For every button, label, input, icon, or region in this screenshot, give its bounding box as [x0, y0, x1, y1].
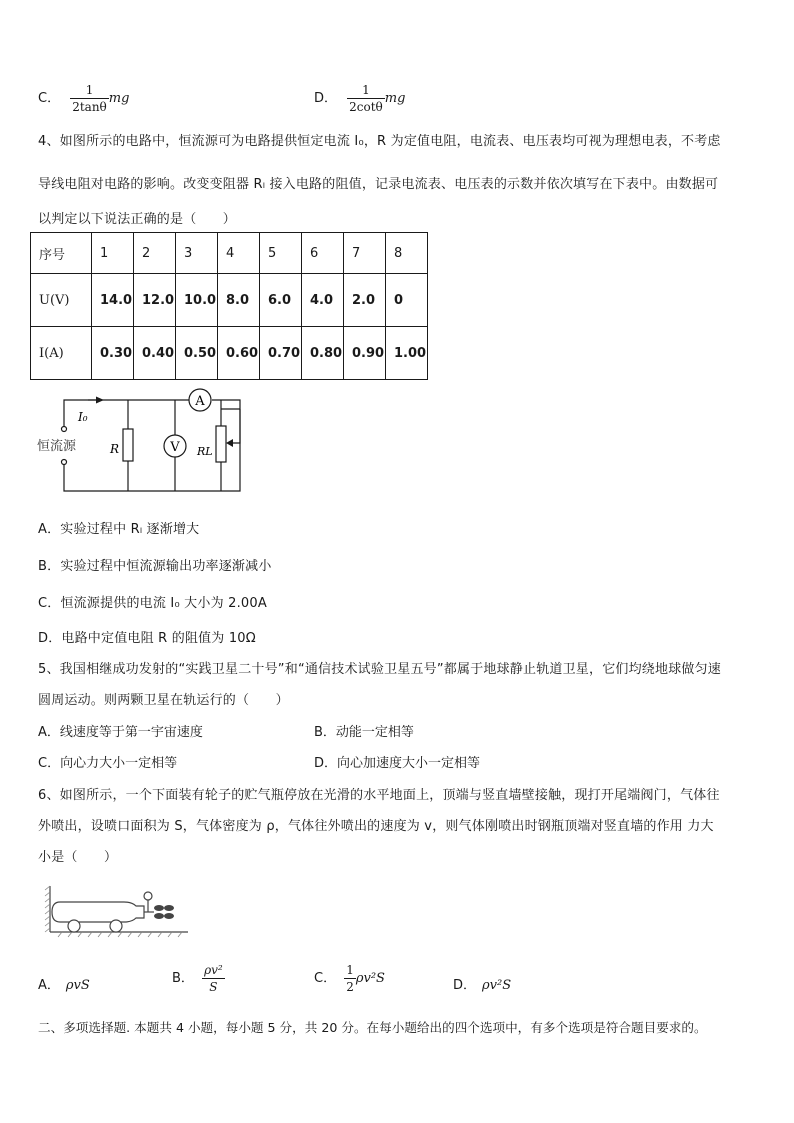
wheel-right	[110, 920, 122, 932]
current-cell: 0.40	[134, 327, 176, 380]
current-cell: 1.00	[386, 327, 428, 380]
cylinder-body	[52, 902, 144, 922]
q6-option-d-label: D．	[453, 978, 477, 993]
q6-option-c-tail: ρv²S	[355, 971, 385, 986]
q6-gas-cylinder-figure	[44, 882, 194, 940]
q6-option-d-expr: ρv²S	[482, 978, 512, 993]
current-cell: 0.60	[218, 327, 260, 380]
q5-option-c: C．向心力大小一定相等	[38, 756, 178, 771]
q5-stem-line-2: 圆周运动。则两颗卫星在轨运行的（ ）	[38, 693, 289, 708]
current-row-label: I(A)	[31, 327, 92, 380]
q5-stem-line-1: 5、我国相继成功发射的“实践卫星二十号”和“通信技术试验卫星五号”都属于地球静止轨道卫星，它们均绕地球做匀速	[38, 662, 722, 677]
q5-option-a: A．线速度等于第一宇宙速度	[38, 725, 203, 740]
section-2-heading: 二、多项选择题. 本题共 4 小题，每小题 5 分，共 20 分。在每小题给出的四个选项中，有多个选项是符合题目要求的。	[38, 1020, 707, 1035]
slider-arrow-icon	[226, 439, 233, 447]
fraction-numerator: 1	[347, 82, 385, 99]
fraction-denominator: 2cotθ	[349, 100, 383, 114]
q6-option-c	[314, 962, 385, 995]
fraction-denominator: 2	[346, 980, 354, 994]
q4-stem-line-1: 4、如图所示的电路中，恒流源可为电路提供恒定电流 I₀，R 为定值电阻，电流表、电压表均可视为理想电表，不考虑	[38, 134, 721, 149]
gas-jet-icon	[154, 905, 174, 919]
current-cell: 0.50	[176, 327, 218, 380]
q3-option-c-fraction	[70, 82, 109, 115]
voltage-cell: 2.0	[344, 274, 386, 327]
q3-option-c-label: C．	[38, 91, 61, 106]
q5-option-d: D．向心加速度大小一定相等	[314, 756, 481, 771]
table-header-cell: 3	[176, 233, 218, 274]
q4-option-c: C．恒流源提供的电流 I₀ 大小为 2.00A	[38, 596, 267, 611]
ammeter-label: A	[195, 394, 205, 409]
current-cell: 0.80	[302, 327, 344, 380]
voltage-cell: 6.0	[260, 274, 302, 327]
fraction-numerator: 1	[70, 82, 109, 99]
q4-option-a: A．实验过程中 Rₗ 逐渐增大	[38, 522, 200, 537]
table-header-cell: 8	[386, 233, 428, 274]
rheostat-rl	[216, 426, 226, 462]
q4-data-table	[30, 232, 428, 380]
voltage-cell: 10.0	[176, 274, 218, 327]
q4-stem-line-3: 以判定以下说法正确的是（ ）	[38, 212, 237, 227]
voltage-cell: 8.0	[218, 274, 260, 327]
q6-option-d	[453, 974, 511, 993]
voltage-cell: 0	[386, 274, 428, 327]
fraction-numerator: ρv²	[204, 963, 223, 977]
fraction-denominator: 2tanθ	[72, 100, 107, 114]
table-header-cell: 序号	[31, 233, 92, 274]
table-header-cell: 6	[302, 233, 344, 274]
current-cell: 0.70	[260, 327, 302, 380]
table-row	[31, 327, 428, 380]
table-header-cell: 7	[344, 233, 386, 274]
q4-circuit-diagram	[30, 385, 260, 500]
resistor-label: R	[110, 442, 120, 456]
q5-option-b: B．动能一定相等	[314, 725, 414, 740]
q3-option-d-label: D．	[314, 91, 338, 106]
q3-option-c	[38, 82, 129, 115]
q6-option-a	[38, 974, 90, 993]
current-label: I₀	[78, 410, 88, 424]
voltmeter-label: V	[170, 440, 180, 455]
table-row	[31, 274, 428, 327]
q3-option-c-tail: mg	[108, 91, 130, 106]
q6-option-b-fraction	[202, 962, 225, 995]
current-arrow-icon	[96, 397, 104, 404]
wheel-left	[68, 920, 80, 932]
q3-option-d-tail: mg	[384, 91, 406, 106]
voltage-cell: 4.0	[302, 274, 344, 327]
source-label: 恒流源	[37, 439, 77, 454]
q6-option-c-fraction	[344, 962, 356, 995]
table-header-cell: 2	[134, 233, 176, 274]
q4-option-b: B．实验过程中恒流源输出功率逐渐减小	[38, 559, 272, 574]
q6-stem-line-1: 6、如图所示，一个下面装有轮子的贮气瓶停放在光滑的水平地面上，顶端与竖直墙壁接触，现打开尾端阀门，气体往	[38, 788, 720, 803]
voltage-cell: 14.0	[92, 274, 134, 327]
q6-option-b-label: B．	[172, 971, 194, 986]
q6-option-a-label: A．	[38, 978, 60, 993]
q6-option-a-expr: ρvS	[65, 978, 90, 993]
table-row	[31, 233, 428, 274]
q6-option-c-label: C．	[314, 971, 337, 986]
terminal-bottom	[62, 460, 67, 465]
q6-option-b	[172, 962, 225, 995]
q4-stem-line-2: 导线电阻对电路的影响。改变变阻器 Rₗ 接入电路的阻值，记录电流表、电压表的示数并依次填写在下表中。由数据可	[38, 177, 719, 192]
q3-option-d	[314, 82, 405, 115]
fraction-denominator: S	[209, 980, 218, 994]
q6-stem-line-2: 外喷出，设喷口面积为 S，气体密度为 ρ，气体往外喷出的速度为 v，则气体刚喷出时钢瓶顶端对竖直墙的作用 力大	[38, 819, 714, 834]
resistor-r	[123, 429, 133, 461]
table-header-cell: 1	[92, 233, 134, 274]
table-header-cell: 4	[218, 233, 260, 274]
current-cell: 0.90	[344, 327, 386, 380]
terminal-top	[62, 427, 67, 432]
table-header-cell: 5	[260, 233, 302, 274]
q6-stem-line-3: 小是（ ）	[38, 850, 118, 865]
voltage-row-label: U(V)	[31, 274, 92, 327]
q3-option-d-fraction	[347, 82, 385, 115]
current-cell: 0.30	[92, 327, 134, 380]
rheostat-label: RL	[197, 445, 213, 458]
bottom-wire	[64, 465, 220, 491]
valve-icon	[144, 892, 152, 900]
voltage-cell: 12.0	[134, 274, 176, 327]
q4-option-d: D．电路中定值电阻 R 的阻值为 10Ω	[38, 631, 256, 646]
fraction-numerator: 1	[346, 963, 354, 977]
